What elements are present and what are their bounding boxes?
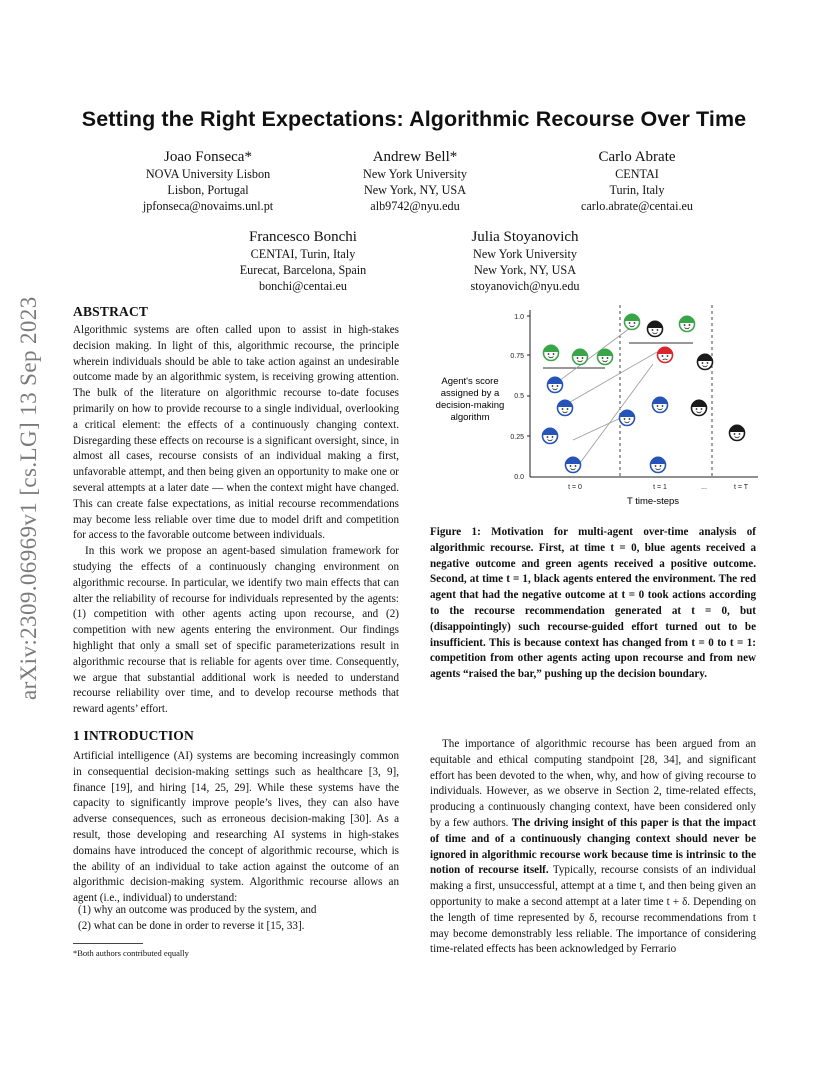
blue-agent-face [543, 428, 558, 444]
abstract-paragraph-2: In this work we propose an agent-based simulation framework for studying the effects of a continuously changing environment on algorithmic recourse. In particular, we identify two main effects that can alter the reliability of recourse for individuals represented by the agents: (1) competition with other agents acting upon recourse, and (2) competition with new agents entering the environment. Our findings highlight that only a small set of specific parameterizations result in algorithmic recourse that is reliable for agents over time. Consequently, we argue that substantial additional work is needed to understand recourse reliability over time, and to develop recourse methods that reward agents’ effort. [73, 545, 399, 716]
x-tick-label: t = 0 [568, 484, 582, 491]
x-tick-label: t = T [733, 484, 749, 491]
recourse-arrows [555, 328, 657, 463]
red-agent-face [658, 347, 673, 363]
introduction-list [78, 903, 316, 935]
y-tick-label: 1.0 [514, 314, 524, 321]
author-name: Joao Fonseca* [164, 149, 252, 165]
author-location: New York, NY, USA [363, 183, 467, 198]
blue-agent-face [651, 457, 666, 473]
green-agent-face [598, 349, 613, 365]
intro-paragraph-2: The importance of algorithmic recourse has been argued from an equitable and ethical computing standpoint [28, 34], and significant effort has been devoted to the when, why, and how of giving recourse to individuals. However, as we observe in Section 2, time-related effects, producing a continuously changing context, have been considered only by a few authors. [430, 738, 756, 829]
footnote-rule [73, 943, 143, 944]
intro-paragraph-3: Typically, recourse consists of an individual making a first, unsuccessful, attempt at a time t, and then being given an opportunity to make a second attempt at a later time t + δ. Depending on the length of time represented by δ, recourse recommendations from t may become demonstrably less reliable. The importance of considering time-related effects has been acknowledged by Ferrario [430, 864, 757, 956]
blue-agent-face [620, 410, 635, 426]
green-agent-face [573, 349, 588, 365]
abstract-body [73, 323, 399, 718]
black-agent-face [692, 400, 707, 416]
author-email[interactable]: alb9742@nyu.edu [370, 199, 460, 214]
blue-agent-face [548, 377, 563, 393]
y-axis-label-line: assigned by a [440, 388, 500, 399]
author-block [300, 148, 530, 215]
y-tick-label: 0.75 [510, 353, 524, 360]
abstract-heading: ABSTRACT [73, 304, 149, 319]
right-column-text [430, 737, 756, 958]
abstract-paragraph-1: Algorithmic systems are often called upon to assist in high-stakes decision making. In light of this, algorithmic recourse, the principle wherein individuals should be able to take action against an undesirable outcome made by an algorithmic system, is receiving growing attention. The bulk of the literature on algorithmic recourse to-date focuses primarily on how to provide recourse to a single individual, overlooking a critical element: the effects of a continuously changing context. Disregarding these effects on recourse is a significant oversight, since, in almost all cases, recourse consists of an individual making a first, unfavorable attempt, and then being given an opportunity to make one or several attempts at a later date — when the context might have changed. This can create false expectations, as initial recourse recommendations may become less reliable over time due to model drift and competition for access to the favorable outcome between individuals. [73, 324, 399, 542]
author-block [522, 148, 752, 215]
y-axis-label-line: Agent's score [441, 376, 499, 387]
blue-agent-face [558, 400, 573, 416]
author-block [188, 228, 418, 295]
x-tick-label: t = 1 [653, 484, 667, 491]
author-affiliation-2: Eurecat, Barcelona, Spain [239, 263, 367, 278]
black-agent-face [648, 321, 663, 337]
x-tick-label: ... [701, 484, 707, 491]
author-email[interactable]: stoyanovich@nyu.edu [470, 279, 580, 294]
author-email[interactable]: jpfonseca@novaims.unl.pt [142, 199, 274, 214]
author-location: Turin, Italy [609, 183, 665, 198]
black-agent-face [730, 425, 745, 441]
x-axis-label: T time-steps [626, 496, 680, 507]
author-affiliation: CENTAI, Turin, Italy [250, 247, 356, 261]
author-block [410, 228, 640, 295]
introduction-heading: 1 INTRODUCTION [73, 728, 194, 743]
blue-agent-face [653, 397, 668, 413]
key-insight: The driving insight of this paper is that the impact of time and of a continuously changing context should never be ignored in algorithmic recourse work because time is intrinsic to the notion of recourse itself. [430, 816, 756, 877]
paper-title: Setting the Right Expectations: Algorithmic Recourse Over Time [81, 107, 747, 131]
y-axis-label [436, 376, 505, 423]
y-axis-label-line: decision-making [435, 400, 505, 411]
y-tick-label: 0.0 [514, 474, 524, 481]
author-block [93, 148, 323, 215]
list-item: (2) what can be done in order to reverse it [15, 33]. [78, 919, 305, 932]
arxiv-identifier: arXiv:2309.06969v1 [cs.LG] 13 Sep 2023 [16, 296, 41, 700]
author-name: Francesco Bonchi [249, 229, 357, 245]
introduction-body [73, 749, 399, 907]
y-axis-label-line: algorithm [450, 412, 490, 423]
author-affiliation: CENTAI [615, 167, 659, 181]
blue-agent-face [566, 457, 581, 473]
green-agent-face [680, 316, 695, 332]
y-tick-label: 0.25 [510, 434, 524, 441]
author-email[interactable]: bonchi@centai.eu [258, 279, 348, 294]
list-item: (1) why an outcome was produced by the system, and [78, 904, 317, 916]
green-agent-face [544, 345, 559, 361]
introduction-paragraph: Artificial intelligence (AI) systems are becoming increasingly common in consequential decision-making settings such as healthcare [3, 9], finance [19], and hiring [14, 25, 29]. While these systems have the capacity to significantly improve people’s lives, they can also have adverse consequences, such as erroneous decision-making [30]. As a result, those developing and researching AI systems in high-stakes domains have introduced the concept of algorithmic recourse, which is the ability of an individual to take action against the outcome of an algorithmic decision-making system. Algorithmic recourse allows an agent (i.e., individual) to understand: [73, 750, 399, 905]
footnote: *Both authors contributed equally [73, 948, 189, 958]
author-email[interactable]: carlo.abrate@centai.eu [580, 199, 694, 214]
author-location: New York, NY, USA [473, 263, 577, 278]
figure-caption: Figure 1: Motivation for multi-agent over-time analysis of algorithmic recourse. First, at time t = 0, blue agents received a negative outcome and green agents received a positive outcome. Second, at time t = 1, black agents entered the environment. The red agent that had the negative outcome at t = 0 took actions according to the recourse recommendation generated at t = 0, but (disappointingly) such recourse-guided effort turned out to be insufficient. This is because context has changed from t = 0 to t = 1: competition from other agents acting upon recourse and from new agents “raised the bar,” pushing up the decision boundary. [430, 526, 756, 681]
figure-1 [425, 300, 765, 515]
author-name: Andrew Bell* [372, 149, 458, 165]
author-affiliation: NOVA University Lisbon [145, 167, 271, 181]
agent-faces [543, 314, 745, 473]
author-affiliation: New York University [363, 167, 467, 181]
author-name: Carlo Abrate [598, 149, 676, 165]
y-tick-label: 0.5 [514, 393, 524, 400]
green-agent-face [625, 314, 640, 330]
author-name: Julia Stoyanovich [471, 229, 579, 245]
author-affiliation: New York University [473, 247, 577, 261]
author-location: Lisbon, Portugal [167, 183, 249, 198]
black-agent-face [698, 354, 713, 370]
